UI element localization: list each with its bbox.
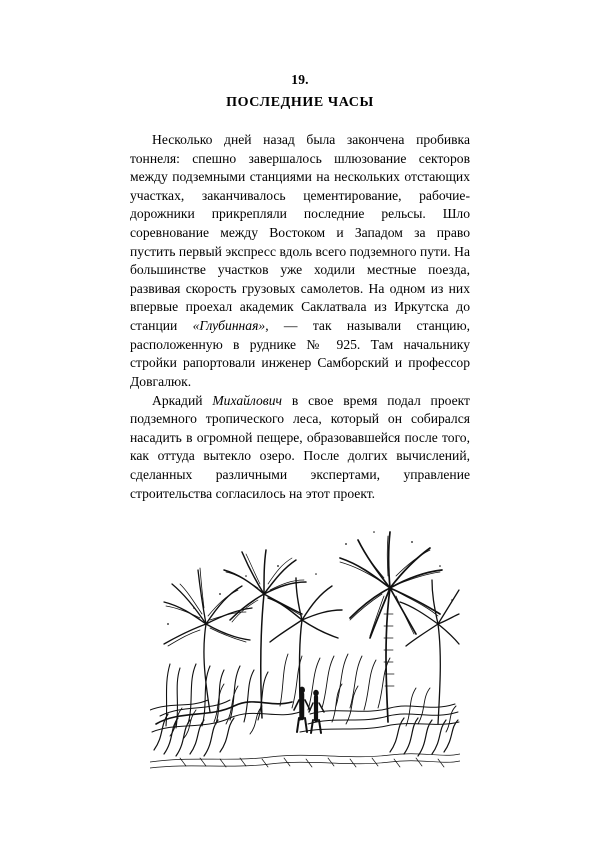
chapter-number: 19. [291,72,309,87]
body-text [130,131,470,503]
paragraph-1 [130,131,470,392]
paragraph-1-segment-1: Несколько дней назад была закончена пробивка тоннеля: спешно завершалось шлюзование секторов между подземными станциями на нескольких отстающих участках, заканчивалось цементирование, рабочие-дорожники прикрепляли последние рельсы. Шло соревнование между Востоком и Западом за право пустить первый экспресс вдоль всего подземного пути. На большинстве участков уже ходили местные поезда, развивая скорость грузовых самолетов. На одном из них впервые проехал академик Саклатвала из Иркутска до станции [130,131,470,334]
paragraph-2-segment-1: Аркадий [152,392,213,408]
paragraph-2-segment-2: в свое время подал проект подземного тропического леса, который он собирался насадить в огромной пещере, образовавшейся после того, как оттуда вытекло озеро. После долгих вычислений, сделанных различными экспертами, управление строительства согласилось на этот проект. [130,392,470,501]
chapter-title: ПОСЛЕДНИЕ ЧАСЫ [226,95,374,111]
page-text-block [130,72,470,503]
tropical-forest-illustration [150,474,460,774]
station-name-italic: «Глубинная» [192,318,266,334]
patronymic-italic: Михайлович [212,392,282,408]
paragraph-1-segment-2: , — так называли станцию, расположенную в руднике № 925. Там начальнику стройки рапортовали инженер Самборский и профессор Довгалюк. [130,318,471,389]
